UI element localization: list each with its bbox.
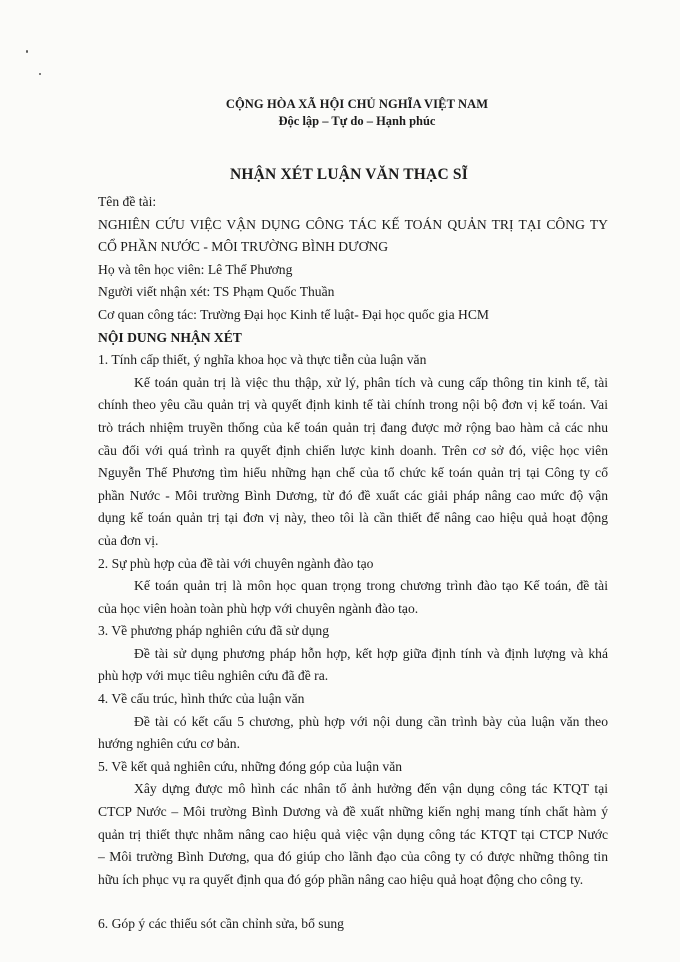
paragraph-line: trò trách nhiệm truyền thống của kế toán quản trị đang được mở rộng bao hàm cả các nhu xyxy=(98,419,608,435)
paragraph-line: cầu đối với quá trình ra quyết định chiến lược kinh doanh. Trên cơ sở đó, việc học viên xyxy=(98,442,608,458)
topic-line-1: NGHIÊN CỨU VIỆC VẬN DỤNG CÔNG TÁC KẾ TOÁN QUẢN TRỊ TẠI CÔNG TY xyxy=(98,216,608,232)
national-motto: Độc lập – Tự do – Hạnh phúc xyxy=(278,114,436,128)
paragraph-line: Xây dựng được mô hình các nhân tố ảnh hưởng đến vận dụng công tác KTQT tại xyxy=(134,781,608,797)
spacer xyxy=(98,891,608,913)
section-heading: 2. Sự phù hợp của đề tài với chuyên ngành đào tạo xyxy=(98,555,374,571)
content-heading: NỘI DUNG NHẬN XÉT xyxy=(98,329,242,345)
paragraph-line: của đơn vị. xyxy=(98,532,159,548)
document-title: NHẬN XÉT LUẬN VĂN THẠC SĨ xyxy=(230,166,468,183)
paragraph-line: – Môi trường Bình Dương, qua đó giúp cho lãnh đạo của công ty có được những thông tin xyxy=(98,849,608,865)
topic-line-2: CỔ PHẦN NƯỚC - MÔI TRƯỜNG BÌNH DƯƠNG xyxy=(98,239,389,255)
paragraph-line: CTCP Nước – Môi trường Bình Dương và đề xuất những kiến nghị mang tính chất hàm ý xyxy=(98,804,608,820)
paragraph-line: hướng nghiên cứu cơ bản. xyxy=(98,736,240,752)
section-heading: 4. Về cấu trúc, hình thức của luận văn xyxy=(98,691,305,707)
document-header xyxy=(0,96,680,130)
section-heading: 5. Về kết quả nghiên cứu, những đóng góp của luận văn xyxy=(98,758,403,774)
paragraph-line: Kế toán quản trị là môn học quan trọng trong chương trình đào tạo Kế toán, đề tài xyxy=(134,578,608,594)
paragraph-line: Đề tài có kết cấu 5 chương, phù hợp với nội dung cần trình bày của luận văn theo xyxy=(134,713,608,729)
paragraph-line: của học viên hoàn toàn phù hợp với chuyên ngành đào tạo. xyxy=(98,600,419,616)
reviewer-workplace: Cơ quan công tác: Trường Đại học Kinh tế luật- Đại học quốc gia HCM xyxy=(98,306,489,322)
paragraph-line: hữu ích phục vụ ra quyết định qua đó góp phần nâng cao hiệu quả hoạt động cho công ty. xyxy=(98,871,584,887)
reviewer-name: Người viết nhận xét: TS Phạm Quốc Thuần xyxy=(98,284,335,300)
paragraph-line: quản trị thiết thực nhằm nâng cao hiệu quả việc vận dụng công tác KTQT tại CTCP Nước xyxy=(98,826,608,842)
scan-speck xyxy=(26,50,28,53)
student-name: Họ và tên học viên: Lê Thế Phương xyxy=(98,261,293,277)
topic-label: Tên đề tài: xyxy=(98,194,157,209)
section-heading: 1. Tính cấp thiết, ý nghĩa khoa học và thực tiễn của luận văn xyxy=(98,352,427,368)
paragraph-line: Đề tài sử dụng phương pháp hỗn hợp, kết hợp giữa định tính và định lượng và khá xyxy=(134,645,608,661)
paragraph-line: dụng kế toán quản trị tại đơn vị này, theo tôi là cần thiết để nâng cao hiệu quả hoạt động xyxy=(98,510,608,526)
paragraph-line: Nguyễn Thế Phương tìm hiểu những hạn chế của tổ chức kế toán quản trị tại Công ty cổ xyxy=(98,465,608,481)
document-body xyxy=(98,191,608,936)
section-heading: 6. Góp ý các thiếu sót cần chỉnh sửa, bổ sung xyxy=(98,916,344,932)
nation-title: CỘNG HÒA XÃ HỘI CHỦ NGHĨA VIỆT NAM xyxy=(225,97,489,111)
paragraph-line: phù hợp với mục tiêu nghiên cứu đã đề ra. xyxy=(98,668,329,684)
paragraph-line: phần Nước - Môi trường Bình Dương, từ đó đề xuất các giải pháp nâng cao mức độ vận xyxy=(98,487,608,503)
section-heading: 3. Về phương pháp nghiên cứu đã sử dụng xyxy=(98,623,330,639)
scan-speck xyxy=(39,73,41,75)
paragraph-line: Kế toán quản trị là việc thu thập, xử lý, phân tích và cung cấp thông tin kinh tế, tài xyxy=(134,374,608,390)
paragraph-line: chính theo yêu cầu quản trị và quyết định kinh tế tài chính trong nội bộ đơn vị kế toán. Vai xyxy=(98,397,608,413)
